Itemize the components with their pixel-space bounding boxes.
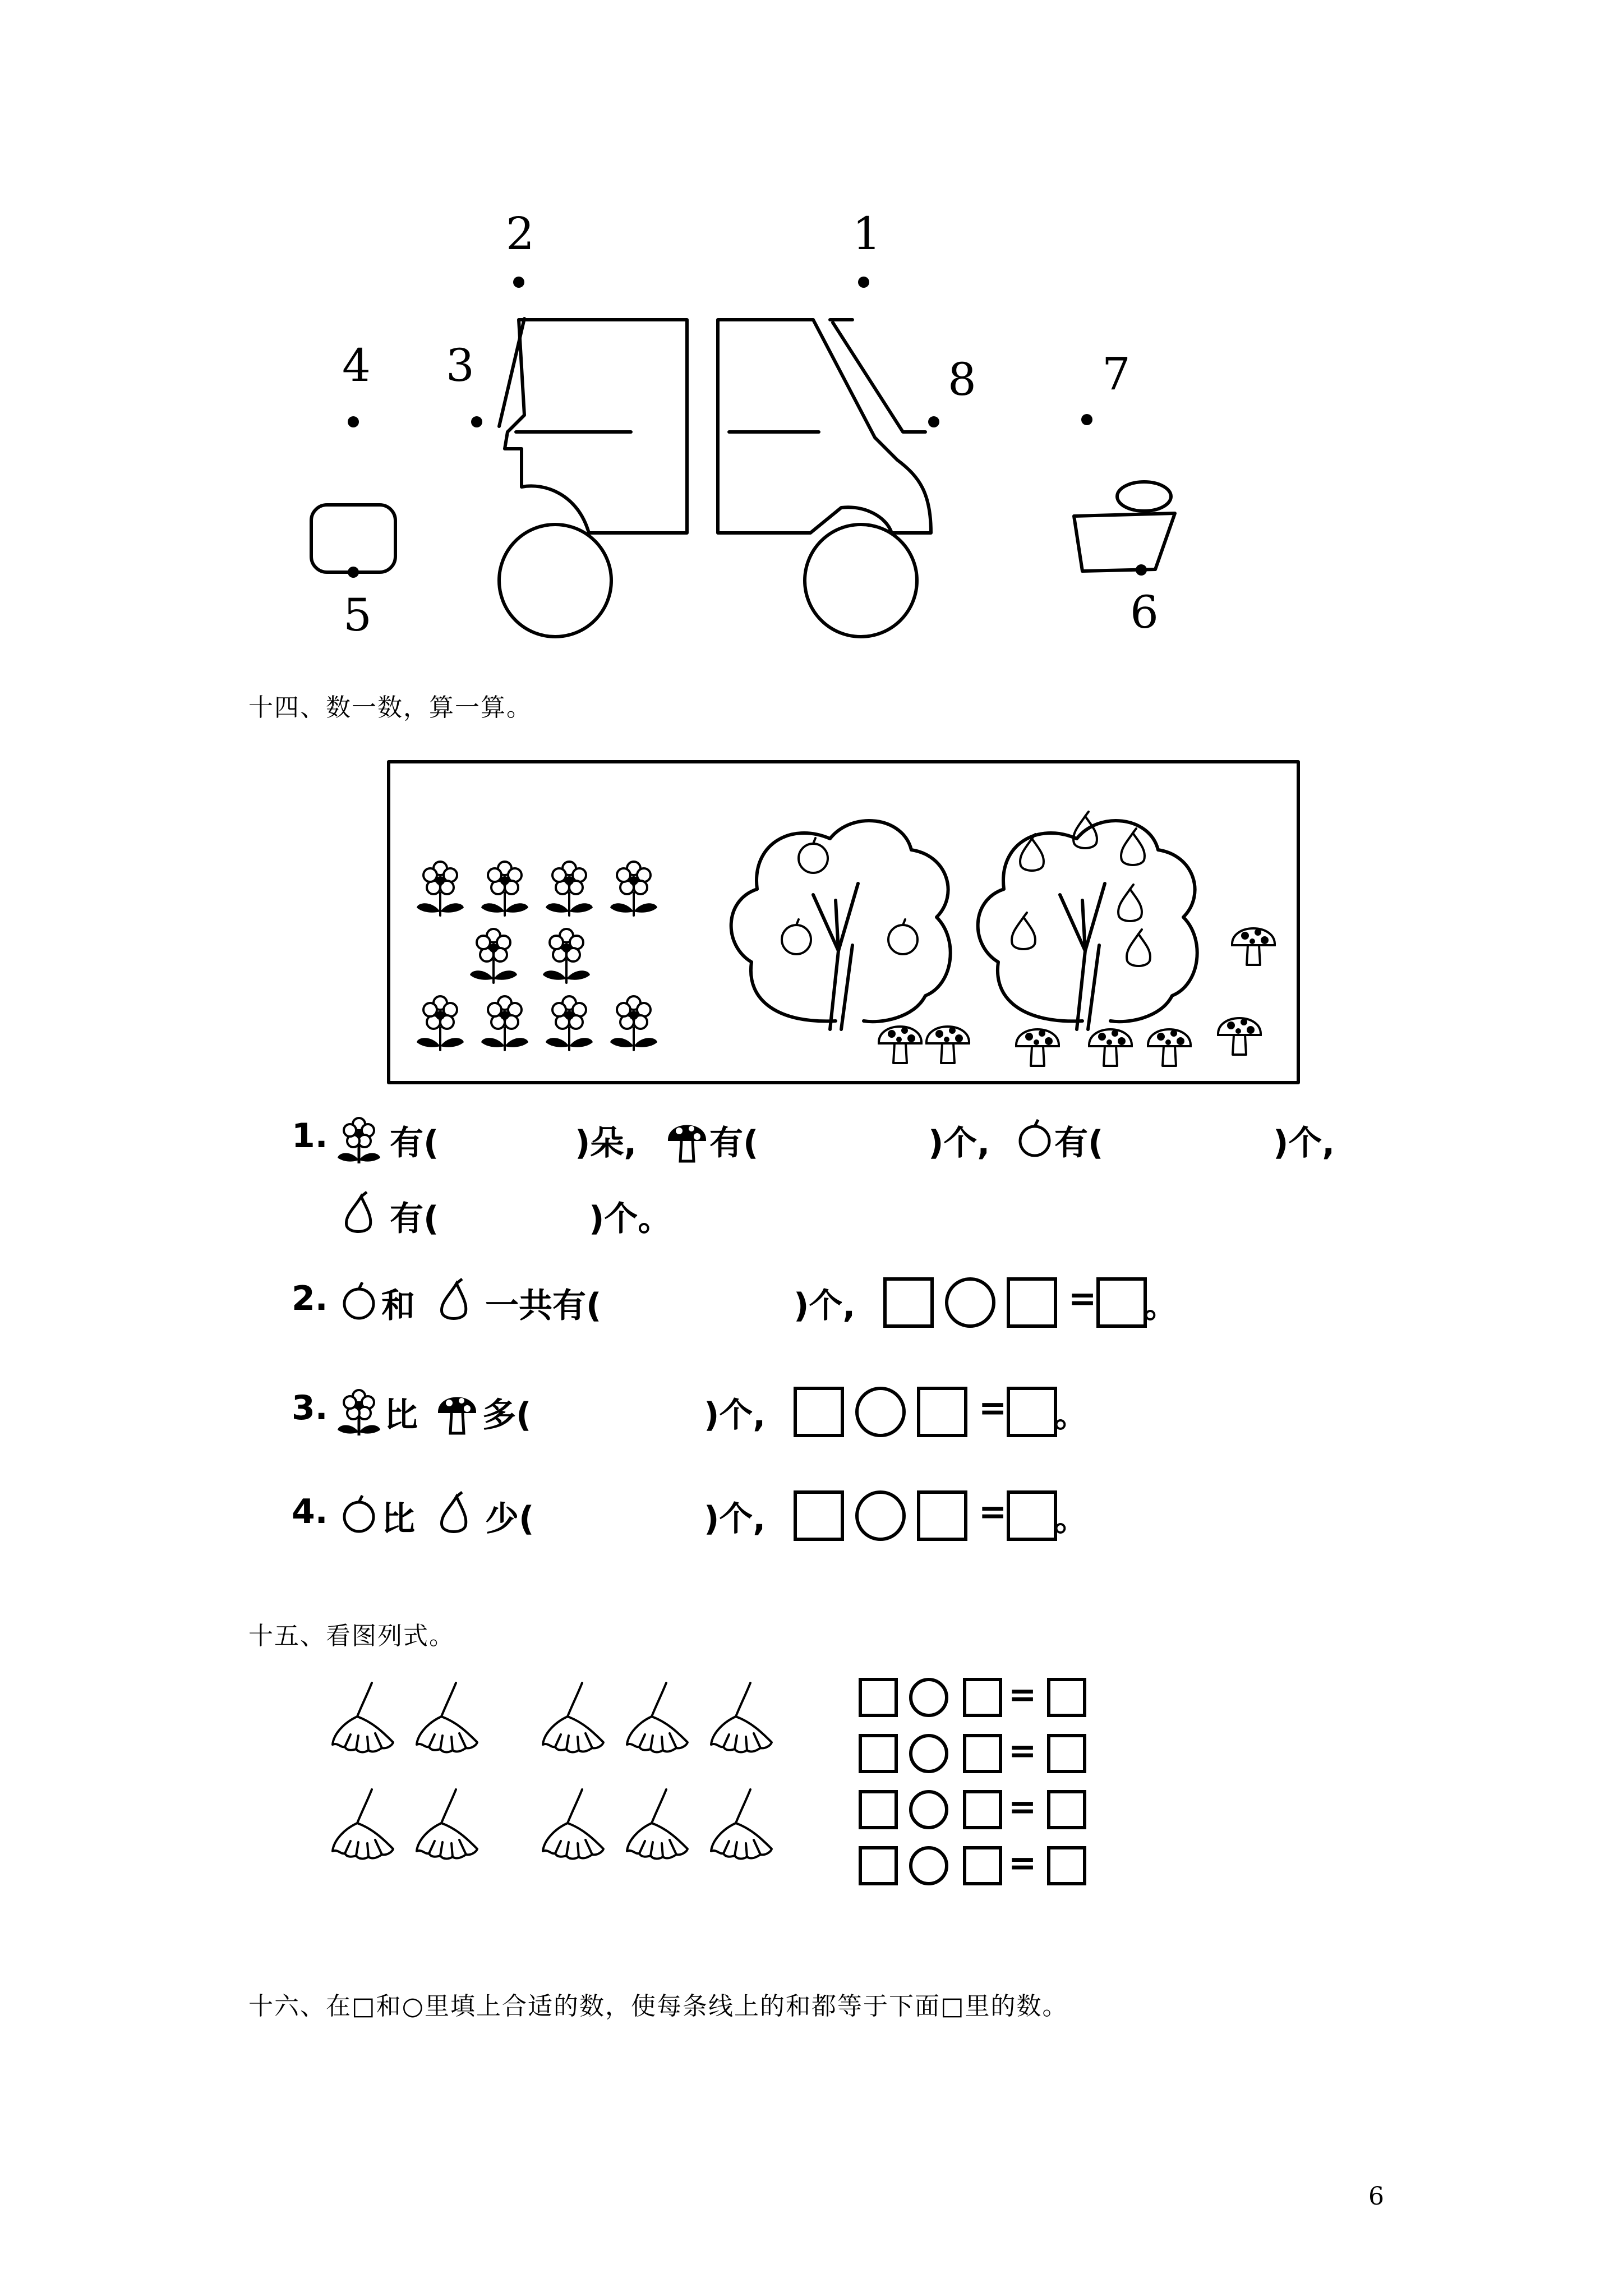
mushroom-icon bbox=[662, 1116, 712, 1167]
pear-icon bbox=[432, 1492, 477, 1543]
ginkgo-leaf-icon bbox=[417, 1789, 477, 1859]
shape-rounded-square bbox=[311, 505, 395, 572]
mushroom-icon bbox=[1089, 1029, 1132, 1066]
leaves-picture bbox=[325, 1672, 830, 1907]
question-1 bbox=[292, 1116, 1413, 1172]
q3-text-3: )个, bbox=[704, 1396, 766, 1435]
flower-icon bbox=[546, 862, 593, 915]
ginkgo-leaf-icon bbox=[333, 1683, 393, 1752]
flower-icon bbox=[417, 862, 464, 915]
q2-text-2: 一共有( bbox=[485, 1286, 602, 1326]
dot-3 bbox=[471, 416, 482, 427]
dot-label-4: 4 bbox=[342, 339, 371, 392]
q2-equals: = bbox=[1068, 1279, 1097, 1318]
q1-text-3: 有( bbox=[709, 1124, 759, 1163]
ginkgo-leaf-icon bbox=[543, 1789, 603, 1859]
page-number: 6 bbox=[1368, 2182, 1384, 2211]
q2-number: 2. bbox=[292, 1279, 328, 1318]
dot-label-1: 1 bbox=[852, 208, 881, 260]
q2-text-3: )个, bbox=[794, 1286, 856, 1326]
section15-equations bbox=[858, 1677, 1094, 1902]
q1-blank-2[interactable] bbox=[780, 1116, 925, 1161]
mushroom-icon bbox=[1016, 1029, 1059, 1066]
section15-heading: 十五、看图列式。 bbox=[248, 1622, 455, 1650]
eq-row-1-equals: = bbox=[1008, 1675, 1037, 1714]
flower-icon bbox=[470, 929, 517, 983]
q3-text-1: 比 bbox=[384, 1396, 418, 1435]
dot-label-8: 8 bbox=[948, 353, 976, 406]
ginkgo-leaf-icon bbox=[711, 1789, 772, 1859]
dot-4 bbox=[348, 416, 359, 427]
q1-text-8: )个。 bbox=[589, 1199, 672, 1239]
q2-text-1: 和 bbox=[381, 1286, 415, 1326]
car-wheel-left bbox=[499, 524, 611, 637]
q2-end: 。 bbox=[1144, 1286, 1178, 1326]
mushroom-icon bbox=[432, 1388, 482, 1439]
shape-bucket bbox=[1074, 513, 1175, 571]
ginkgo-leaf-icon bbox=[417, 1683, 477, 1752]
q1-text-1: 有( bbox=[390, 1124, 439, 1163]
flower-icon bbox=[336, 1116, 381, 1167]
flower-icon bbox=[336, 1388, 381, 1439]
question-2 bbox=[292, 1279, 1301, 1341]
flower-icon bbox=[481, 996, 528, 1050]
dot-1 bbox=[858, 277, 869, 288]
car-drawing bbox=[0, 0, 1623, 673]
question-3 bbox=[292, 1388, 1301, 1450]
ginkgo-leaf-icon bbox=[543, 1683, 603, 1752]
mushroom-icon bbox=[926, 1027, 969, 1063]
q1-text-5: 有( bbox=[1054, 1124, 1104, 1163]
dot-label-3: 3 bbox=[446, 339, 474, 392]
q4-blank[interactable] bbox=[566, 1492, 695, 1537]
apple-icon bbox=[336, 1492, 381, 1543]
equation-grid bbox=[858, 1677, 1094, 1902]
question-4 bbox=[292, 1492, 1301, 1554]
flower-icon bbox=[543, 929, 590, 983]
ginkgo-leaf-icon bbox=[627, 1683, 688, 1752]
pear-icon bbox=[336, 1192, 381, 1243]
flower-icon bbox=[417, 996, 464, 1050]
car-left-panel bbox=[505, 320, 687, 533]
ginkgo-leaf-icon bbox=[333, 1789, 393, 1859]
section14-heading: 十四、数一数，算一算。 bbox=[248, 693, 532, 722]
dot-6 bbox=[1136, 564, 1147, 576]
question-1-line-2 bbox=[336, 1192, 785, 1248]
shape-bucket-lid bbox=[1117, 482, 1171, 511]
mushroom-icon bbox=[879, 1027, 921, 1063]
eq-row-4-equals: = bbox=[1008, 1843, 1037, 1883]
mushroom-icon bbox=[1218, 1018, 1261, 1055]
ginkgo-leaf-icon bbox=[711, 1683, 772, 1752]
q2-blank[interactable] bbox=[651, 1279, 780, 1324]
ginkgo-leaf-icon bbox=[627, 1789, 688, 1859]
mushroom-icon bbox=[1232, 928, 1275, 965]
mushroom-icon bbox=[1148, 1029, 1191, 1066]
dot-7 bbox=[1081, 414, 1092, 425]
q4-text-3: )个, bbox=[704, 1499, 766, 1539]
dot-label-7: 7 bbox=[1102, 348, 1131, 400]
dot-puzzle bbox=[0, 0, 1623, 673]
q1-text-6: )个, bbox=[1273, 1124, 1335, 1163]
q1-blank-1[interactable] bbox=[460, 1116, 572, 1161]
dot-8 bbox=[928, 416, 939, 427]
flower-icon bbox=[610, 996, 657, 1050]
q1-text-2: )朵, bbox=[575, 1124, 637, 1163]
pear-icon bbox=[432, 1279, 477, 1329]
dot-label-2: 2 bbox=[506, 208, 534, 260]
q4-text-1: 比 bbox=[381, 1499, 415, 1539]
q1-number: 1. bbox=[292, 1116, 328, 1156]
car-wheel-right bbox=[805, 524, 917, 637]
apple-icon bbox=[1012, 1116, 1057, 1167]
dot-5 bbox=[348, 567, 359, 578]
q4-equals: = bbox=[979, 1492, 1007, 1531]
q1-blank-4[interactable] bbox=[457, 1192, 586, 1237]
flower-icon bbox=[546, 996, 593, 1050]
eq-row-2-equals: = bbox=[1008, 1731, 1037, 1770]
flower-icon bbox=[610, 862, 657, 915]
dot-label-5: 5 bbox=[343, 589, 372, 641]
q1-text-7: 有( bbox=[390, 1199, 439, 1239]
q3-blank[interactable] bbox=[561, 1388, 690, 1433]
eq-row-3-equals: = bbox=[1008, 1787, 1037, 1826]
q4-number: 4. bbox=[292, 1492, 328, 1531]
q3-text-2: 多( bbox=[482, 1396, 532, 1435]
section16-heading: 十六、在□和○里填上合适的数，使每条线上的和都等于下面□里的数。 bbox=[248, 1992, 1068, 2021]
q3-end: 。 bbox=[1054, 1396, 1088, 1435]
dot-2 bbox=[513, 277, 524, 288]
q1-blank-3[interactable] bbox=[1124, 1116, 1270, 1161]
dot-label-6: 6 bbox=[1130, 586, 1159, 638]
q3-equals: = bbox=[979, 1388, 1007, 1428]
flower-icon bbox=[481, 862, 528, 915]
section14-picture bbox=[387, 760, 1301, 1085]
q1-text-4: )个, bbox=[928, 1124, 990, 1163]
q4-text-2: 少( bbox=[485, 1499, 534, 1539]
apple-icon bbox=[336, 1279, 381, 1329]
q3-number: 3. bbox=[292, 1388, 328, 1428]
pear-tree bbox=[978, 812, 1197, 1029]
q4-end: 。 bbox=[1054, 1499, 1088, 1539]
apple-tree bbox=[731, 821, 951, 1029]
